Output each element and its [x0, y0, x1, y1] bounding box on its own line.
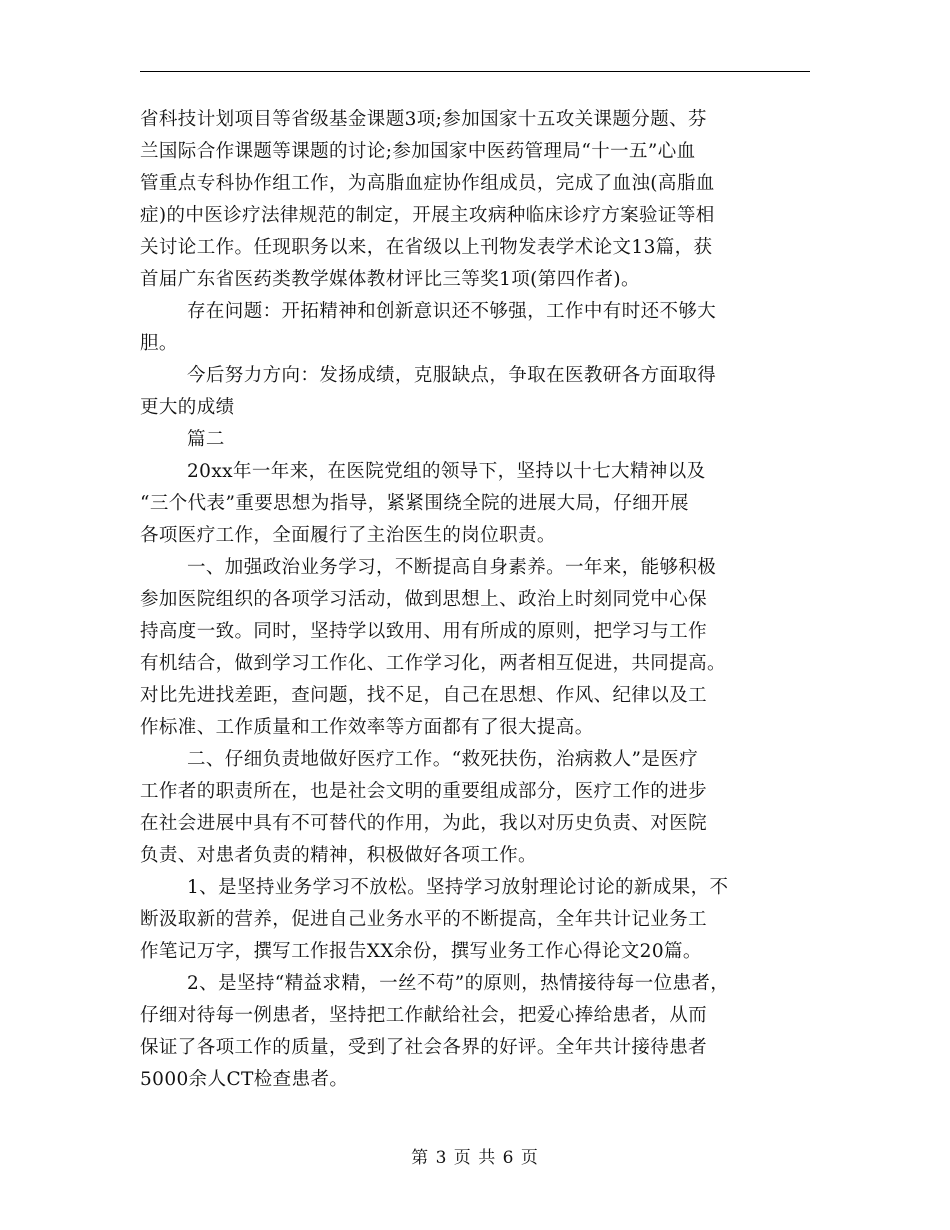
text-line: 负责、对患者负责的精神，积极做好各项工作。 — [140, 845, 537, 866]
text-line: 5000余人CT检查患者。 — [140, 1069, 349, 1090]
text-line: 首届广东省医药类教学媒体教材评比三等奖1项(第四作者)。 — [140, 269, 640, 290]
text-line: 管重点专科协作组工作，为高脂血症协作组成员，完成了血浊(高脂血 — [140, 173, 715, 194]
text-line: 在社会进展中具有不可替代的作用，为此，我以对历史负责、对医院 — [140, 813, 708, 834]
text-line: 各项医疗工作，全面履行了主治医生的岗位职责。 — [140, 525, 556, 546]
text-line: 仔细对待每一例患者，坚持把工作献给社会，把爱心捧给患者，从而 — [140, 1005, 708, 1026]
text-line: 存在问题：开拓精神和创新意识还不够强，工作中有时还不够大 — [187, 301, 717, 322]
text-line: 作笔记万字，撰写工作报告XX余份，撰写业务工作心得论文20篇。 — [140, 941, 702, 962]
text-line: 保证了各项工作的质量，受到了社会各界的好评。全年共计接待患者 — [140, 1037, 708, 1058]
text-line: 断汲取新的营养，促进自己业务水平的不断提高，全年共计记业务工 — [140, 909, 708, 930]
text-line: 1、是坚持业务学习不放松。坚持学习放射理论讨论的新成果，不 — [187, 877, 729, 898]
text-line: 关讨论工作。任现职务以来，在省级以上刊物发表学术论文13篇，获 — [140, 237, 713, 258]
text-line: 20xx年一年来，在医院党组的领导下，坚持以十七大精神以及 — [187, 461, 706, 482]
text-line: 作标准、工作质量和工作效率等方面都有了很大提高。 — [140, 717, 594, 738]
header-rule — [140, 71, 810, 72]
page-number-footer: 第 3 页 共 6 页 — [411, 1148, 539, 1168]
text-line: 工作者的职责所在，也是社会文明的重要组成部分，医疗工作的进步 — [140, 781, 708, 802]
text-line: 症)的中医诊疗法律规范的制定，开展主攻病种临床诊疗方案验证等相 — [140, 205, 715, 226]
text-line: 2、是坚持“精益求精，一丝不苟”的原则，热情接待每一位患者， — [187, 973, 730, 994]
text-line: 胆。 — [140, 333, 178, 354]
text-line: 一、加强政治业务学习，不断提高自身素养。一年来，能够积极 — [187, 557, 717, 578]
text-line: 二、仔细负责地做好医疗工作。“救死扶伤，治病救人”是医疗 — [187, 749, 699, 770]
text-line: 兰国际合作课题等课题的讨论;参加国家中医药管理局“十一五”心血 — [140, 141, 696, 162]
text-line: “三个代表”重要思想为指导，紧紧围绕全院的进展大局，仔细开展 — [140, 493, 689, 514]
text-line: 有机结合，做到学习工作化、工作学习化，两者相互促进，共同提高。 — [140, 653, 726, 674]
section-heading: 篇二 — [187, 429, 225, 450]
text-line: 省科技计划项目等省级基金课题3项;参加国家十五攻关课题分题、芬 — [140, 109, 707, 130]
text-line: 更大的成绩 — [140, 397, 235, 418]
text-line: 今后努力方向：发扬成绩，克服缺点，争取在医教研各方面取得 — [187, 365, 717, 386]
text-line: 对比先进找差距，查问题，找不足，自己在思想、作风、纪律以及工 — [140, 685, 708, 706]
text-line: 持高度一致。同时，坚持学以致用、用有所成的原则，把学习与工作 — [140, 621, 708, 642]
text-line: 参加医院组织的各项学习活动，做到思想上、政治上时刻同党中心保 — [140, 589, 708, 610]
